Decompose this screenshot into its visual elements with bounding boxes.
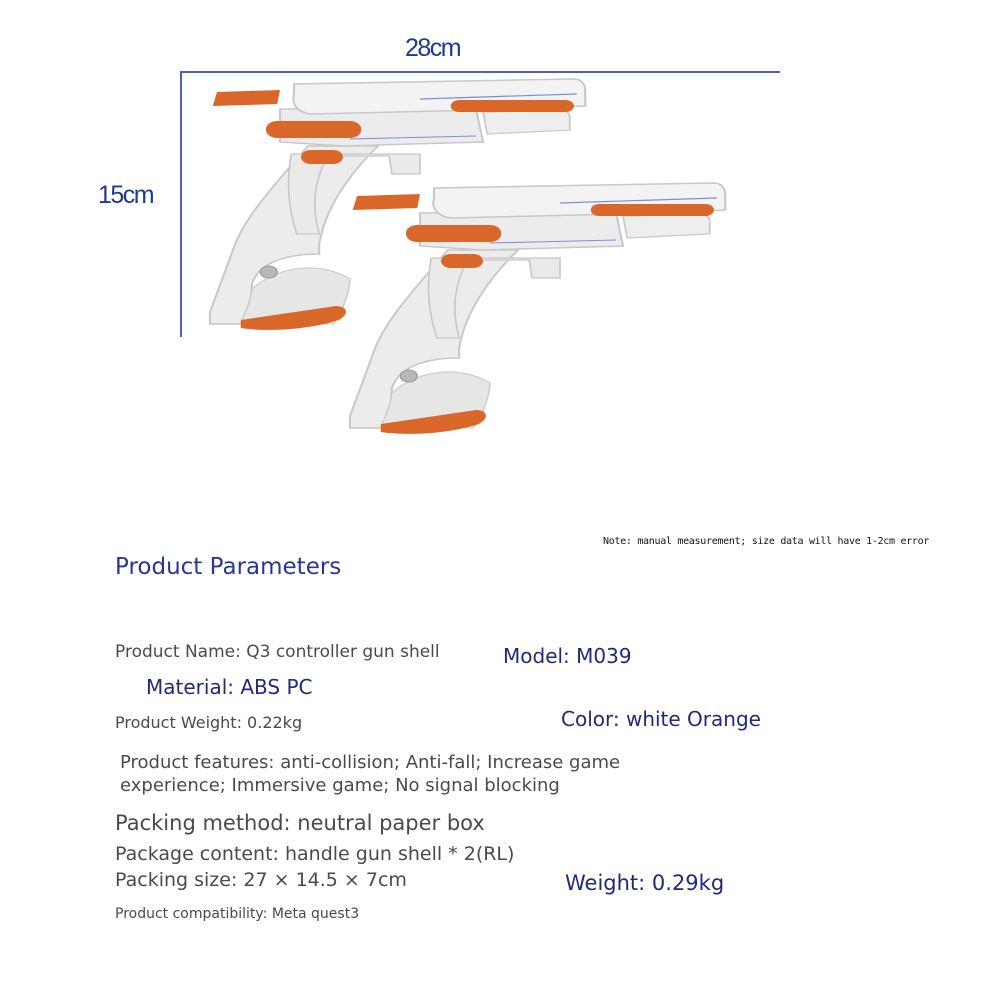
- measurement-note: Note: manual measurement; size data will have 1-2cm error: [603, 536, 930, 547]
- product-illustration: [0, 0, 1000, 480]
- width-dimension-label: 28cm: [405, 34, 461, 62]
- product-compatibility: Product compatibility: Meta quest3: [115, 906, 360, 922]
- packing-size: Packing size: 27 × 14.5 × 7cm: [115, 869, 407, 891]
- packing-method: Packing method: neutral paper box: [115, 811, 485, 835]
- features-line-1: Product features: anti-collision; Anti-fall; Increase game: [120, 752, 621, 773]
- product-parameters-heading: Product Parameters: [115, 554, 342, 580]
- model: Model: M039: [503, 644, 632, 668]
- product-name: Product Name: Q3 controller gun shell: [115, 642, 440, 662]
- weight: Weight: 0.29kg: [565, 871, 725, 895]
- product-weight: Product Weight: 0.22kg: [115, 713, 303, 732]
- material: Material: ABS PC: [146, 675, 313, 699]
- package-content: Package content: handle gun shell * 2(RL): [115, 843, 515, 865]
- color: Color: white Orange: [561, 707, 761, 731]
- features-line-2: experience; Immersive game; No signal blocking: [120, 775, 560, 796]
- height-dimension-label: 15cm: [98, 181, 154, 209]
